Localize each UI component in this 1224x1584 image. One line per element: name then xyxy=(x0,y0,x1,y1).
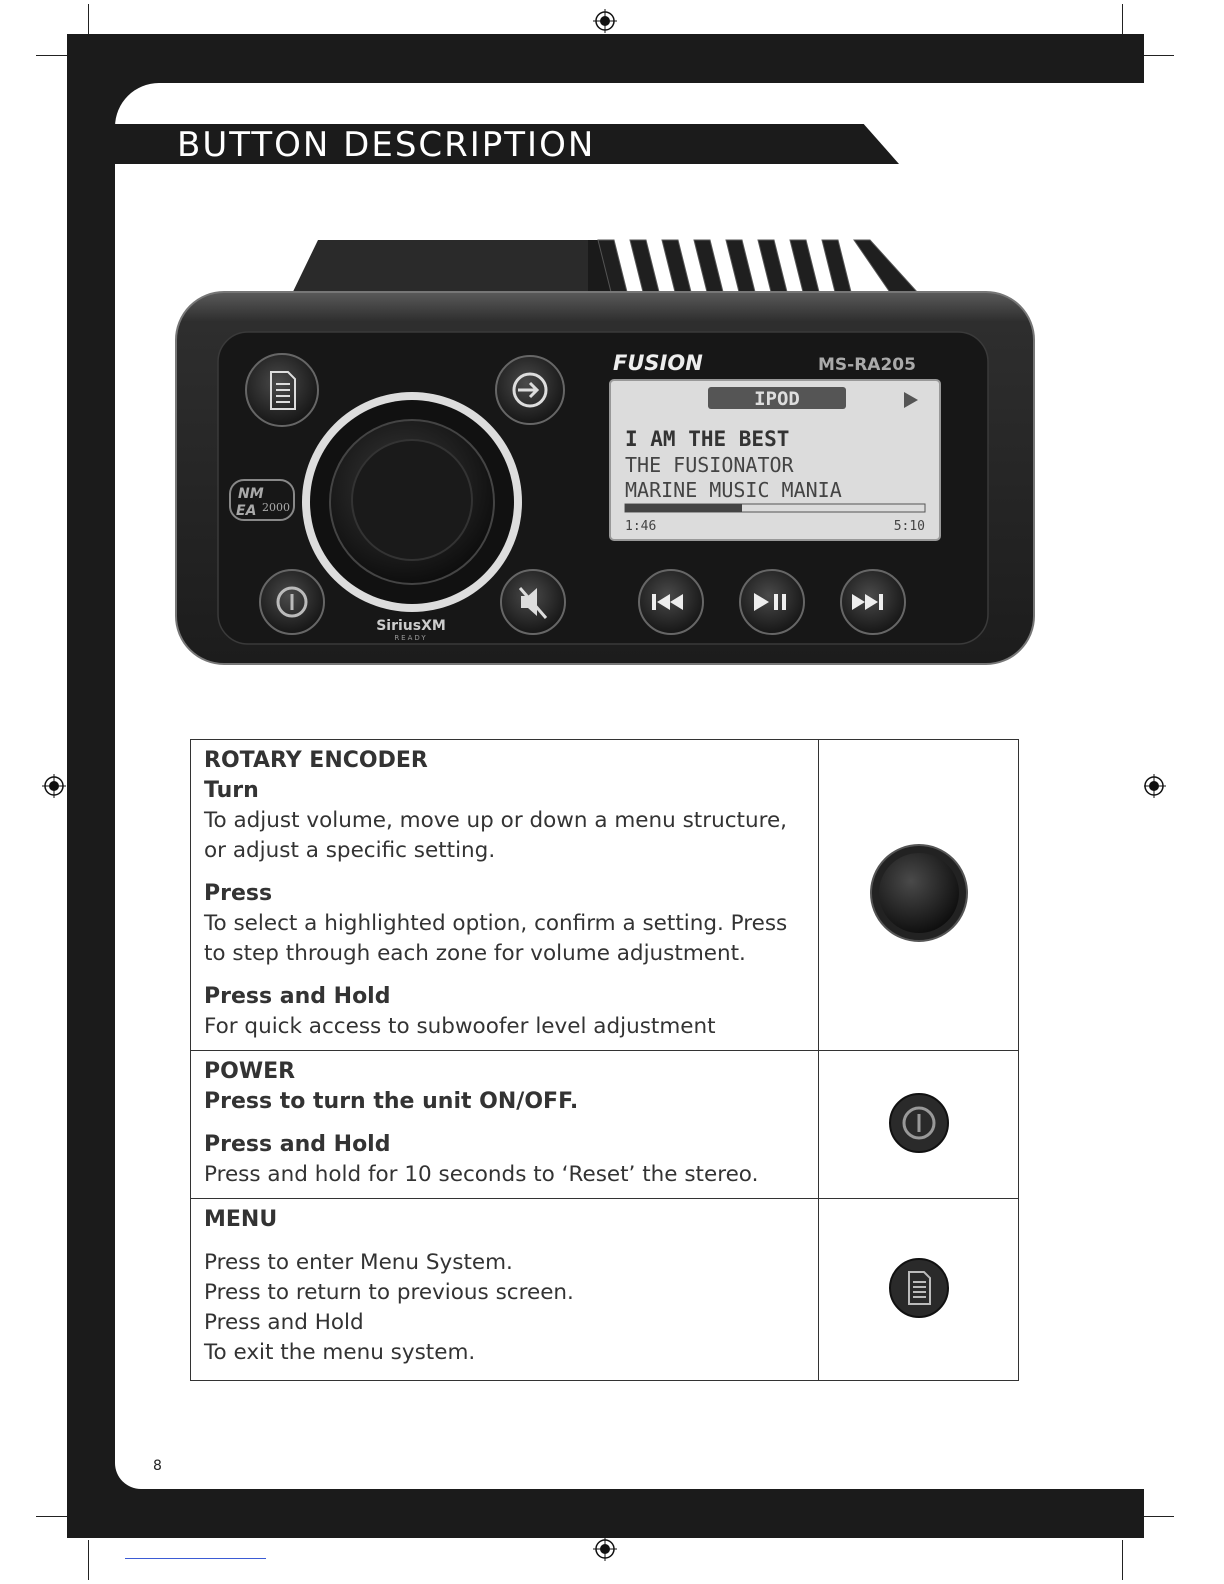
svg-text:EA: EA xyxy=(236,503,257,519)
row-subheading: Press to turn the unit ON/OFF. xyxy=(204,1089,579,1114)
row-title: POWER xyxy=(204,1059,296,1084)
icon-cell xyxy=(819,1199,1019,1381)
registration-mark-icon xyxy=(593,1537,617,1561)
mute-button xyxy=(501,570,565,634)
crop-mark xyxy=(88,1540,89,1580)
row-title: MENU xyxy=(204,1207,278,1232)
registration-mark-icon xyxy=(42,774,66,798)
icon-cell xyxy=(819,740,1019,1051)
crop-mark xyxy=(1140,55,1174,56)
registration-mark-icon xyxy=(593,9,617,33)
power-icon xyxy=(888,1092,950,1154)
row-subheading: Turn xyxy=(204,778,259,803)
rotary-encoder-knob xyxy=(302,392,522,612)
siriusxm-ready-label: READY xyxy=(394,634,428,642)
siriusxm-logo: SiriusXM xyxy=(376,618,446,634)
play-pause-button xyxy=(740,570,804,634)
lcd-progress-fill xyxy=(625,504,742,512)
button-description-table xyxy=(190,739,1019,1381)
registration-mark-icon xyxy=(1142,774,1166,798)
row-text: For quick access to subwoofer level adjustment xyxy=(204,1014,716,1039)
row-text: To adjust volume, move up or down a menu structure, xyxy=(204,808,788,833)
menu-button xyxy=(246,354,318,426)
section-title: BUTTON DESCRIPTION xyxy=(177,125,596,165)
crop-mark xyxy=(1122,1540,1123,1580)
svg-text:NM: NM xyxy=(238,486,264,502)
footnote-rule xyxy=(125,1558,266,1559)
row-subheading: Press and Hold xyxy=(204,984,391,1009)
lcd-line-2: THE FUSIONATOR xyxy=(625,453,794,477)
row-text: Press to enter Menu System. xyxy=(204,1250,513,1275)
row-text: Press and Hold xyxy=(204,1310,364,1335)
crop-mark xyxy=(1140,1516,1174,1517)
description-cell xyxy=(191,1199,819,1381)
lcd-screen xyxy=(610,380,940,540)
brand-logo: FUSION xyxy=(613,351,703,375)
description-cell xyxy=(191,1051,819,1199)
row-text: To select a highlighted option, confirm a setting. Press xyxy=(204,911,788,936)
table-row xyxy=(191,1051,1019,1199)
rotary-encoder-icon xyxy=(867,841,971,945)
lcd-source: IPOD xyxy=(754,388,800,410)
next-track-button xyxy=(841,570,905,634)
icon-cell xyxy=(819,1051,1019,1199)
row-text: Press to return to previous screen. xyxy=(204,1280,574,1305)
lcd-line-3: MARINE MUSIC MANIA xyxy=(625,478,842,502)
lcd-elapsed: 1:46 xyxy=(625,519,657,534)
source-button xyxy=(496,356,564,424)
description-cell xyxy=(191,740,819,1051)
menu-icon xyxy=(888,1257,950,1319)
row-text: or adjust a specific setting. xyxy=(204,838,496,863)
row-text: To exit the menu system. xyxy=(204,1340,476,1365)
svg-text:2000: 2000 xyxy=(262,501,290,514)
power-button xyxy=(260,570,324,634)
table-row xyxy=(191,740,1019,1051)
table-row xyxy=(191,1199,1019,1381)
row-subheading: Press and Hold xyxy=(204,1132,391,1157)
row-text: to step through each zone for volume adjustment. xyxy=(204,941,746,966)
stereo-unit-illustration xyxy=(168,232,1040,672)
row-title: ROTARY ENCODER xyxy=(204,748,428,773)
lcd-total: 5:10 xyxy=(893,519,925,534)
previous-track-button xyxy=(639,570,703,634)
row-text: Press and hold for 10 seconds to ‘Reset’ the stereo. xyxy=(204,1162,759,1187)
lcd-line-1: I AM THE BEST xyxy=(625,427,790,451)
row-subheading: Press xyxy=(204,881,273,906)
page-number: 8 xyxy=(153,1458,162,1474)
model-label: MS-RA205 xyxy=(818,355,916,375)
